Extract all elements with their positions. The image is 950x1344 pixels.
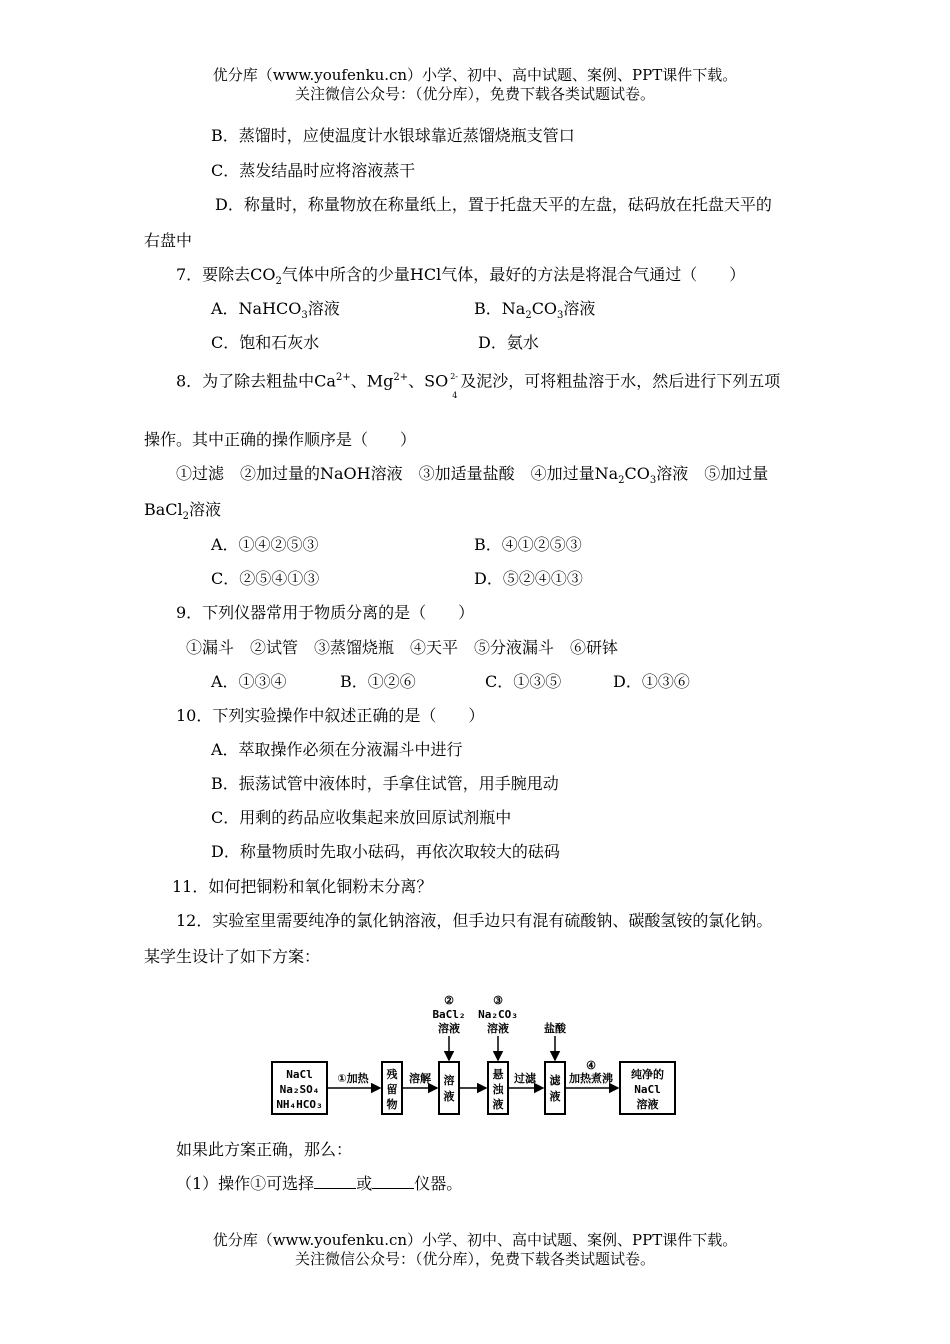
suspension-char-2: 浊 <box>492 1083 504 1096</box>
page-header-line-1: 优分库（www.youfenku.cn）小学、初中、高中试题、案例、PPT课件下载。 <box>212 66 738 84</box>
step1-label: ①加热 <box>337 1072 369 1085</box>
q8-operations-cont: BaCl$_2$溶液 <box>144 500 222 523</box>
flow-diagram <box>270 992 680 1122</box>
q8-option-a: A．①④②⑤③ <box>211 535 319 554</box>
reagent3-number: ③ <box>493 994 503 1007</box>
q9-option-d: D．①③⑥ <box>613 672 690 691</box>
q6-option-c: C．蒸发结晶时应将溶液蒸干 <box>211 161 416 180</box>
residue-char-1: 残 <box>386 1068 398 1081</box>
step4-number: ④ <box>586 1059 596 1072</box>
q10-option-b: B．振荡试管中液体时，手拿住试管，用手腕甩动 <box>211 774 559 793</box>
residue-char-3: 物 <box>386 1098 398 1111</box>
suspension-char-1: 悬 <box>492 1068 504 1081</box>
start-na2so4: Na₂SO₄ <box>279 1083 320 1096</box>
acid-label: 盐酸 <box>544 1022 566 1035</box>
q7-option-b: B．$Na_2CO_3$溶液 <box>474 299 596 322</box>
q9-items: ①漏斗 ②试管 ③蒸馏烧瓶 ④天平 ⑤分液漏斗 ⑥研钵 <box>186 638 619 657</box>
page-footer-line-1: 优分库（www.youfenku.cn）小学、初中、高中试题、案例、PPT课件下载。 <box>212 1231 738 1249</box>
residue-char-2: 留 <box>386 1083 398 1096</box>
q12-stem-cont: 某学生设计了如下方案： <box>144 947 321 966</box>
filtrate-char-1: 滤 <box>549 1074 561 1087</box>
reagent2-word: 溶液 <box>438 1022 460 1035</box>
q10-option-a: A．萃取操作必须在分液漏斗中进行 <box>211 740 463 759</box>
q6-option-d: D．称量时，称量物放在称量纸上，置于托盘天平的左盘，砝码放在托盘天平的 <box>215 195 772 214</box>
q6-option-b: B．蒸馏时，应使温度计水银球靠近蒸馏烧瓶支管口 <box>211 126 575 145</box>
q8-option-d: D．⑤②④①③ <box>474 569 583 588</box>
answer-blank-1[interactable] <box>314 1174 356 1189</box>
q7-option-c: C．饱和石灰水 <box>211 333 320 352</box>
q7-option-d: D．氨水 <box>478 333 539 352</box>
q8-option-b: B．④①②⑤③ <box>474 535 582 554</box>
reagent2-number: ② <box>444 994 454 1007</box>
start-nacl: NaCl <box>286 1068 313 1081</box>
q10-stem: 10．下列实验操作中叙述正确的是（ ） <box>176 706 485 725</box>
solution-char-2: 液 <box>443 1090 455 1103</box>
q12-stem: 12．实验室里需要纯净的氯化钠溶液，但手边只有混有硫酸钠、碳酸氢铵的氯化钠。 <box>176 911 773 930</box>
filter-label: 过滤 <box>514 1072 536 1085</box>
suspension-char-3: 液 <box>492 1098 504 1111</box>
q11-stem: 11．如何把铜粉和氧化铜粉末分离？ <box>172 877 433 896</box>
q10-option-c: C．用剩的药品应收集起来放回原试剂瓶中 <box>211 808 512 827</box>
end-line-1: 纯净的 <box>631 1068 664 1081</box>
q8-operations: ①过滤 ②加过量的NaOH溶液 ③加适量盐酸 ④加过量$Na_2CO_3$溶液 ⑤加过量 <box>176 464 769 487</box>
solution-box <box>439 1062 459 1114</box>
q8-stem-cont: 操作。其中正确的操作顺序是（ ） <box>144 430 417 449</box>
q6-option-d-cont: 右盘中 <box>144 231 193 250</box>
reagent3-word: 溶液 <box>487 1022 509 1035</box>
solution-char-1: 溶 <box>443 1074 455 1087</box>
answer-blank-2[interactable] <box>372 1174 414 1189</box>
q9-stem: 9．下列仪器常用于物质分离的是（ ） <box>176 603 475 622</box>
q8-stem: 8．为了除去粗盐中$Ca^{2+}$、$Mg^{2+}$、SO 2- 4 及泥沙，可将粗盐溶于水，然后进行下列五项 <box>176 371 781 400</box>
step4-label: 加热煮沸 <box>569 1072 613 1085</box>
page-header-line-2: 关注微信公众号：（优分库），免费下载各类试题试卷。 <box>294 85 655 103</box>
filtrate-char-2: 液 <box>549 1090 561 1103</box>
filtrate-box <box>545 1062 565 1114</box>
end-line-2: NaCl <box>634 1083 661 1096</box>
q7-stem: 7．要除去$CO_2$气体中所含的少量HCl气体，最好的方法是将混合气通过（ ） <box>176 265 746 288</box>
start-nh4hco3: NH₄HCO₃ <box>276 1098 323 1111</box>
q7-option-a: A．NaHCO$_3$溶液 <box>211 299 340 322</box>
reagent2-formula: BaCl₂ <box>432 1008 466 1021</box>
end-line-3: 溶液 <box>636 1098 659 1111</box>
q8-option-c: C．②⑤④①③ <box>211 569 320 588</box>
q9-option-b: B．①②⑥ <box>340 672 416 691</box>
q9-option-a: A．①③④ <box>211 672 287 691</box>
q10-option-d: D．称量物质时先取小砝码，再依次取较大的砝码 <box>211 842 560 861</box>
dissolve-label: 溶解 <box>409 1072 431 1085</box>
page-footer-line-2: 关注微信公众号：（优分库），免费下载各类试题试卷。 <box>294 1250 655 1268</box>
q12-condition: 如果此方案正确，那么： <box>176 1140 353 1159</box>
q9-option-c: C．①③⑤ <box>485 672 562 691</box>
q12-part1: （1）操作①可选择 或 仪器。 <box>176 1174 463 1193</box>
reagent3-formula: Na₂CO₃ <box>478 1008 518 1021</box>
